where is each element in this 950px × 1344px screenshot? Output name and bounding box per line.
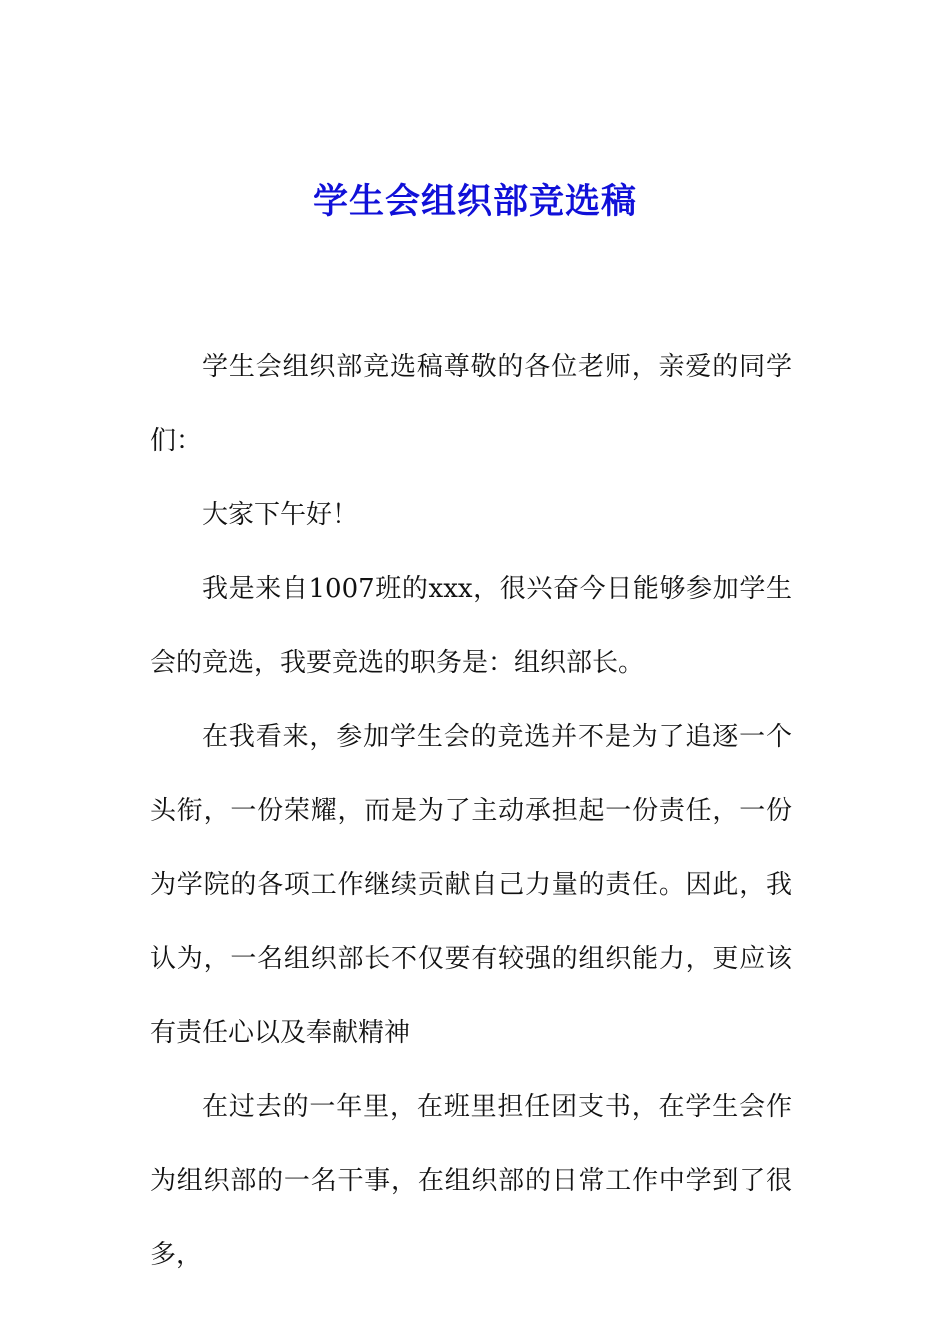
paragraph-introduction: 我是来自1007班的xxx，很兴奋今日能够参加学生会的竞选，我要竞选的职务是：组织部长。 [150, 574, 792, 678]
paragraph-responsibility: 在我看来，参加学生会的竞选并不是为了追逐一个头衔，一份荣耀，而是为了主动承担起一份责任，一份为学院的各项工作继续贡献自己力量的责任。因此，我认为，一名组织部长不仅要有较强的组织能力，更应该有责任心以及奉献精神 [150, 722, 792, 1048]
paragraph-experience: 在过去的一年里，在班里担任团支书，在学生会作为组织部的一名干事，在组织部的日常工作中学到了很多， [150, 1092, 792, 1270]
document-body [150, 330, 792, 1292]
paragraph-greeting: 学生会组织部竞选稿尊敬的各位老师，亲爱的同学们： [150, 352, 792, 456]
paragraph-hello: 大家下午好！ [202, 500, 359, 530]
document-title: 学生会组织部竞选稿 [312, 182, 637, 222]
